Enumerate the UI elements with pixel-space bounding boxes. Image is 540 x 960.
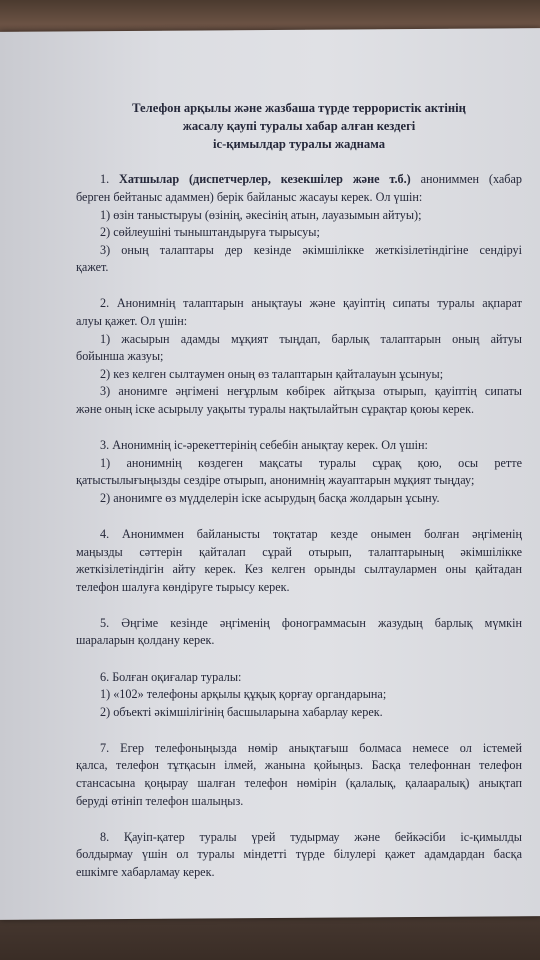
text-line: 2. Анонимнің талаптарын анықтауы және қауіптің сипаты туралы ақпарат	[100, 296, 522, 311]
text-line: маңызды сәттерін қайталап сұрай отырып, талаптарының әкімшілікке	[76, 544, 522, 559]
text-line: телефон шалуға көндіруге тырысу керек.	[76, 579, 290, 594]
text-line: 7. Егер телефоныңызда нөмір анықтағыш болмаса немесе ол істемей	[100, 740, 522, 755]
text-line: 1) анонимнің көздеген мақсаты туралы сұрақ қою, осы ретте	[100, 455, 522, 470]
text-line: 1) жасырын адамды мұқият тыңдап, барлық талаптарын оның айтуы	[100, 331, 522, 346]
title-line: Телефон арқылы және жазбаша түрде террористік актінің	[132, 101, 466, 115]
document-body	[76, 100, 522, 900]
text-line: 3. Анонимнің іс-әрекеттерінің себебін анықтау керек. Ол үшін:	[100, 438, 428, 453]
section-2	[76, 295, 522, 418]
text-line: болдырмау үшін ол туралы міндетті түрде білулері қажет адамдардан басқа	[76, 847, 522, 862]
section-4	[76, 526, 522, 596]
document-sections	[76, 171, 522, 881]
text-line: 4. Анониммен байланысты тоқтатар кезде онымен болған әңгіменің	[100, 526, 522, 541]
section-7	[76, 740, 522, 810]
bold-text: Хатшылар (диспетчерлер, кезекшілер және т.б.)	[119, 172, 411, 187]
text-line: 2) анонимге өз мүдделерін іске асырудың басқа жолдарын ұсыну.	[100, 490, 440, 505]
document-title	[76, 100, 522, 153]
text-segment: 1.	[100, 172, 120, 187]
text-line: 3) оның талаптары дер кезінде әкімшілікке жеткізілетіндігіне сендіруі	[100, 242, 522, 257]
section-3	[76, 437, 522, 507]
text-line: стансасына қоңырау шалған телефон нөмірін (қалалық, қалааралық) анықтап	[76, 776, 522, 791]
text-line: 2) сөйлеушіні тыныштандыруға тырысуы;	[100, 225, 320, 240]
text-line: 2) объекті әкімшілігінің басшыларына хабарлау керек.	[100, 704, 383, 719]
text-line: қажет.	[76, 260, 109, 275]
text-line	[76, 171, 522, 189]
text-line: қалса, телефон тұтқасын ілмей, жанына қойыңыз. Басқа телефоннан телефон	[76, 758, 522, 773]
title-line: іс-қимылдар туралы жаднама	[212, 136, 385, 151]
text-line: қатыстылығыңызды сездіре отырып, анонимнің жауаптарын мұқият тыңдау;	[76, 473, 475, 488]
text-line: жеткізілетіндігін айту керек. Кез келген орынды сылтаулармен оны қайтадан	[76, 562, 522, 577]
text-line: бойынша жазуы;	[76, 349, 164, 364]
title-line: жасалу қаупі туралы хабар алған кездегі	[182, 118, 416, 133]
text-line: ешкімге хабарламау керек.	[76, 864, 215, 879]
text-line: шараларын қолдану керек.	[76, 633, 215, 648]
text-line: 8. Қауіп-қатер туралы үрей тудырмау және бейкәсіби іс-қимылды	[100, 829, 522, 844]
text-line: және оның іске асырылу уақыты туралы нақтылайтын сұрақтар қоюы керек.	[76, 402, 475, 417]
text-line: 6. Болған оқиғалар туралы:	[100, 669, 242, 684]
text-line: 5. Әңгіме кезінде әңгіменің фонограммасын жазудың барлық мүмкін	[100, 615, 522, 630]
text-line: алуы қажет. Ол үшін:	[76, 314, 188, 329]
section-6	[76, 669, 522, 722]
section-8	[76, 829, 522, 882]
text-line: 1) «102» телефоны арқылы құқық қорғау органдарына;	[100, 687, 387, 702]
text-segment: анониммен (хабар	[410, 172, 523, 187]
section-5	[76, 615, 522, 650]
text-line: 3) анонимге әңгімені неғұрлым көбірек айтқыза отырып, қауіптің сипаты	[100, 384, 522, 399]
section-1	[76, 171, 522, 277]
text-line: берген бейтаныс адаммен) берік байланыс жасауы керек. Ол үшін:	[76, 189, 423, 204]
text-line: беруді өтініп телефон шалыңыз.	[76, 793, 244, 808]
text-line: 1) өзін таныстыруы (өзінің, әкесінің атын, лауазымын айтуы);	[100, 207, 422, 222]
text-line: 2) кез келген сылтаумен оның өз талаптарын қайталауын ұсынуы;	[100, 366, 444, 381]
